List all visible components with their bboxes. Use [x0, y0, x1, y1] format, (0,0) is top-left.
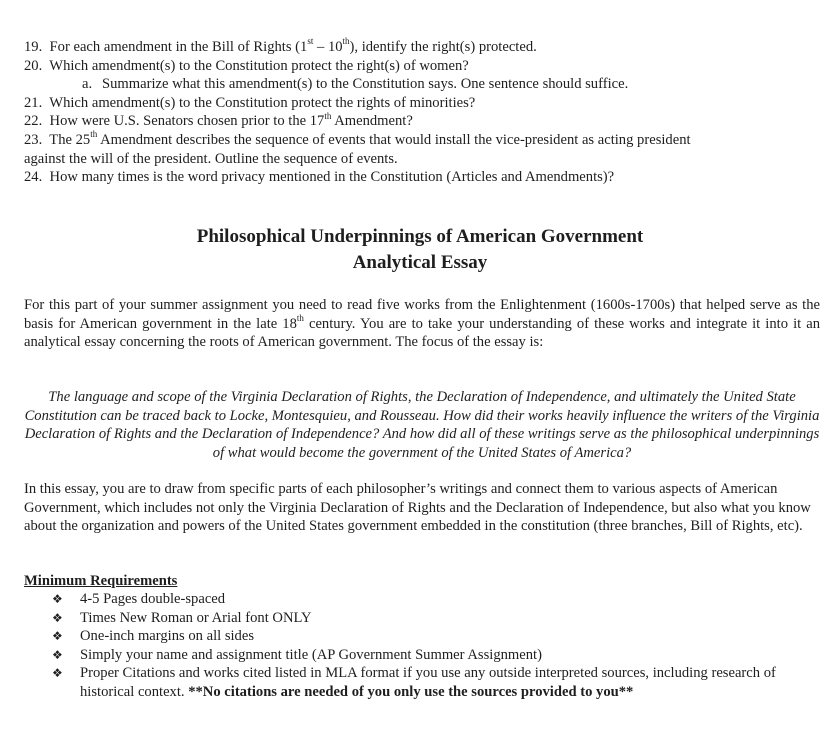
diamond-bullet-icon: ❖: [52, 666, 63, 681]
question-22: [24, 112, 824, 131]
question-text: The 25: [49, 131, 91, 148]
question-23-continued: against the will of the president. Outline the sequence of events.: [24, 150, 398, 167]
question-text: Which amendment(s) to the Constitution protect the right(s) of women?: [49, 57, 469, 74]
question-text: ), identify the right(s) protected.: [349, 39, 537, 55]
question-number: 21.: [24, 94, 43, 111]
question-text: Summarize what this amendment(s) to the Constitution says. One sentence should suffice.: [102, 76, 629, 93]
question-list: [24, 38, 824, 187]
requirement-text: One-inch margins on all sides: [80, 628, 255, 645]
intro-text: For this part of your summer assignment you need to read five works from the Enlightenment (1600s-1700s) that helped serve as the basis for American government in the late 18: [24, 297, 820, 332]
question-number: 23.: [24, 131, 43, 148]
question-21: [24, 94, 824, 113]
question-text: How were U.S. Senators chosen prior to the 17: [49, 113, 325, 130]
list-item: [52, 627, 822, 646]
superscript: st: [307, 36, 314, 47]
citation-text: Proper Citations and works cited listed in MLA format if you use any outside interpreted sources, including research of historical context.: [80, 665, 776, 700]
diamond-bullet-icon: ❖: [52, 647, 63, 662]
diamond-bullet-icon: ❖: [52, 610, 63, 625]
question-19: [24, 38, 824, 57]
question-number: 19.: [24, 39, 43, 55]
question-number: 22.: [24, 113, 43, 130]
requirement-text: Simply your name and assignment title (AP Government Summer Assignment): [80, 646, 542, 663]
list-item: [52, 590, 822, 609]
requirement-text: [80, 664, 822, 701]
question-text: Amendment describes the sequence of events that would install the vice-president as acting president: [97, 131, 691, 148]
list-item: [52, 609, 822, 628]
sub-question-letter: a.: [82, 76, 93, 93]
question-text: Which amendment(s) to the Constitution protect the rights of minorities?: [49, 94, 476, 111]
superscript: th: [90, 129, 98, 140]
essay-focus-prompt: The language and scope of the Virginia Declaration of Rights, the Declaration of Independence, and ultimately the United State Constitution can be traced back to Locke, Montesquieu, and Rousseau. How did their works heavily influence the writers of the Virginia Declaration of Rights and the Declaration of Independence? And how did all of these writings serve as the philosophical underpinnings of what would become the government of the United States of America?: [24, 389, 820, 461]
requirement-text: 4-5 Pages double-spaced: [80, 591, 226, 607]
list-item: [52, 646, 822, 665]
question-text: – 10: [313, 39, 343, 55]
citation-note: **No citations are needed of you only use the sources provided to you**: [184, 683, 634, 700]
intro-paragraph: [24, 296, 820, 352]
question-text: For each amendment in the Bill of Rights (1: [49, 39, 308, 55]
question-text: Amendment?: [331, 113, 413, 130]
question-20a: [24, 75, 824, 94]
essay-title: [0, 224, 840, 276]
list-item: [52, 664, 822, 701]
question-number: 20.: [24, 57, 43, 74]
question-20: [24, 57, 824, 76]
requirements-list: [52, 590, 822, 702]
question-23: [24, 131, 824, 150]
title-line-2: Analytical Essay: [352, 252, 488, 273]
requirements-heading: Minimum Requirements: [24, 573, 178, 589]
diamond-bullet-icon: ❖: [52, 592, 63, 606]
superscript: th: [324, 110, 332, 121]
question-24: [24, 168, 824, 187]
essay-instructions-paragraph: In this essay, you are to draw from specific parts of each philosopher’s writings and connect them to various aspects of American Government, which includes not only the Virginia Declaration of Rights and the Declaration of Independence, but also what you know about the organization and powers of the United States government embedded in the constitution (three branches, Bill of Rights, etc).: [24, 481, 811, 535]
superscript: th: [342, 36, 350, 47]
intro-text: century. You are to take your understanding of these works and integrate it into it an analytical essay concerning the roots of American government. The focus of the essay is:: [24, 315, 821, 351]
question-number: 24.: [24, 169, 43, 186]
superscript: th: [296, 312, 304, 323]
title-line-1: Philosophical Underpinnings of American Government: [196, 226, 644, 247]
question-text: How many times is the word privacy mentioned in the Constitution (Articles and Amendments)?: [49, 169, 615, 186]
requirement-text: Times New Roman or Arial font ONLY: [80, 609, 312, 626]
diamond-bullet-icon: ❖: [52, 629, 63, 644]
